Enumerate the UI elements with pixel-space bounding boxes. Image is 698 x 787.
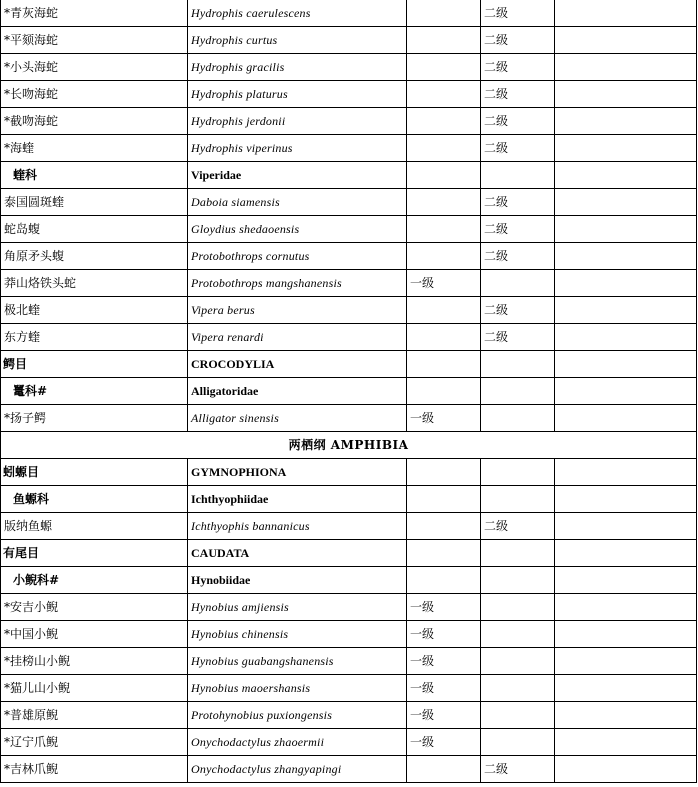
chinese-name: 角原矛头蝮: [1, 243, 188, 270]
class-name: 两栖纲 AMPHIBIA: [1, 432, 697, 459]
species-row: [1, 405, 697, 432]
scientific-name: Protobothrops cornutus: [188, 243, 407, 270]
scientific-name: CROCODYLIA: [188, 351, 407, 378]
note-cell: [555, 459, 697, 486]
note-cell: [555, 297, 697, 324]
level-two-cell: [481, 648, 555, 675]
chinese-name: *青灰海蛇: [1, 0, 188, 27]
species-row: [1, 594, 697, 621]
species-row: [1, 675, 697, 702]
order-row: [1, 540, 697, 567]
level-one-cell: 一级: [407, 702, 481, 729]
note-cell: [555, 351, 697, 378]
level-two-cell: [481, 162, 555, 189]
scientific-name: Hydrophis caerulescens: [188, 0, 407, 27]
scientific-name: Alligator sinensis: [188, 405, 407, 432]
chinese-name: 鼍科#: [1, 378, 188, 405]
note-cell: [555, 27, 697, 54]
level-two-cell: 二级: [481, 513, 555, 540]
level-two-cell: [481, 378, 555, 405]
chinese-name: *猫儿山小鲵: [1, 675, 188, 702]
level-two-cell: 二级: [481, 216, 555, 243]
species-row: [1, 270, 697, 297]
level-one-cell: [407, 81, 481, 108]
family-row: [1, 486, 697, 513]
note-cell: [555, 405, 697, 432]
level-one-cell: [407, 108, 481, 135]
scientific-name: Vipera berus: [188, 297, 407, 324]
level-two-cell: 二级: [481, 756, 555, 783]
scientific-name: Hynobius guabangshanensis: [188, 648, 407, 675]
level-two-cell: [481, 675, 555, 702]
level-one-cell: 一级: [407, 405, 481, 432]
level-one-cell: [407, 756, 481, 783]
chinese-name: 东方蝰: [1, 324, 188, 351]
family-row: [1, 162, 697, 189]
level-one-cell: 一级: [407, 621, 481, 648]
level-one-cell: [407, 351, 481, 378]
chinese-name: *小头海蛇: [1, 54, 188, 81]
scientific-name: Hynobius maoershansis: [188, 675, 407, 702]
scientific-name: Hydrophis curtus: [188, 27, 407, 54]
species-row: [1, 216, 697, 243]
scientific-name: Hydrophis platurus: [188, 81, 407, 108]
note-cell: [555, 0, 697, 27]
scientific-name: Daboia siamensis: [188, 189, 407, 216]
level-one-cell: [407, 162, 481, 189]
level-one-cell: [407, 486, 481, 513]
note-cell: [555, 162, 697, 189]
species-row: [1, 0, 697, 27]
species-row: [1, 27, 697, 54]
scientific-name: Vipera renardi: [188, 324, 407, 351]
level-two-cell: 二级: [481, 0, 555, 27]
note-cell: [555, 243, 697, 270]
scientific-name: Hydrophis gracilis: [188, 54, 407, 81]
level-two-cell: [481, 459, 555, 486]
level-one-cell: [407, 297, 481, 324]
scientific-name: CAUDATA: [188, 540, 407, 567]
level-one-cell: [407, 243, 481, 270]
level-one-cell: 一级: [407, 270, 481, 297]
chinese-name: *截吻海蛇: [1, 108, 188, 135]
note-cell: [555, 135, 697, 162]
species-row: [1, 729, 697, 756]
scientific-name: Hynobiidae: [188, 567, 407, 594]
note-cell: [555, 108, 697, 135]
note-cell: [555, 54, 697, 81]
level-one-cell: 一级: [407, 594, 481, 621]
scientific-name: GYMNOPHIONA: [188, 459, 407, 486]
order-row: [1, 351, 697, 378]
scientific-name: Hydrophis viperinus: [188, 135, 407, 162]
level-one-cell: [407, 27, 481, 54]
level-two-cell: [481, 729, 555, 756]
chinese-name: *平颏海蛇: [1, 27, 188, 54]
level-two-cell: [481, 270, 555, 297]
note-cell: [555, 81, 697, 108]
family-row: [1, 567, 697, 594]
level-one-cell: [407, 135, 481, 162]
level-two-cell: 二级: [481, 189, 555, 216]
species-row: [1, 621, 697, 648]
note-cell: [555, 513, 697, 540]
scientific-name: Hynobius chinensis: [188, 621, 407, 648]
level-two-cell: 二级: [481, 297, 555, 324]
chinese-name: *普雄原鲵: [1, 702, 188, 729]
chinese-name: *海蝰: [1, 135, 188, 162]
note-cell: [555, 675, 697, 702]
chinese-name: *中国小鲵: [1, 621, 188, 648]
note-cell: [555, 378, 697, 405]
table-body: [1, 0, 697, 783]
scientific-name: Onychodactylus zhaoermii: [188, 729, 407, 756]
chinese-name: 鱼螈科: [1, 486, 188, 513]
level-two-cell: [481, 567, 555, 594]
level-two-cell: [481, 621, 555, 648]
level-two-cell: 二级: [481, 108, 555, 135]
chinese-name: *辽宁爪鲵: [1, 729, 188, 756]
order-row: [1, 459, 697, 486]
level-one-cell: [407, 189, 481, 216]
chinese-name: 版纳鱼螈: [1, 513, 188, 540]
level-one-cell: [407, 540, 481, 567]
level-two-cell: 二级: [481, 324, 555, 351]
note-cell: [555, 729, 697, 756]
level-two-cell: 二级: [481, 243, 555, 270]
chinese-name: 小鲵科#: [1, 567, 188, 594]
note-cell: [555, 540, 697, 567]
level-two-cell: [481, 594, 555, 621]
note-cell: [555, 702, 697, 729]
level-one-cell: [407, 54, 481, 81]
scientific-name: Onychodactylus zhangyapingi: [188, 756, 407, 783]
level-one-cell: [407, 0, 481, 27]
note-cell: [555, 486, 697, 513]
level-one-cell: [407, 324, 481, 351]
note-cell: [555, 621, 697, 648]
chinese-name: 泰国圆斑蝰: [1, 189, 188, 216]
species-row: [1, 189, 697, 216]
level-two-cell: [481, 702, 555, 729]
scientific-name: Viperidae: [188, 162, 407, 189]
species-row: [1, 108, 697, 135]
chinese-name: *挂榜山小鲵: [1, 648, 188, 675]
level-one-cell: [407, 378, 481, 405]
species-row: [1, 324, 697, 351]
chinese-name: 鳄目: [1, 351, 188, 378]
note-cell: [555, 270, 697, 297]
family-row: [1, 378, 697, 405]
note-cell: [555, 756, 697, 783]
chinese-name: *扬子鳄: [1, 405, 188, 432]
note-cell: [555, 216, 697, 243]
note-cell: [555, 324, 697, 351]
scientific-name: Hydrophis jerdonii: [188, 108, 407, 135]
level-one-cell: 一级: [407, 729, 481, 756]
note-cell: [555, 189, 697, 216]
chinese-name: 蛇岛蝮: [1, 216, 188, 243]
level-one-cell: [407, 567, 481, 594]
level-one-cell: [407, 216, 481, 243]
level-two-cell: 二级: [481, 81, 555, 108]
scientific-name: Hynobius amjiensis: [188, 594, 407, 621]
chinese-name: 蚓螈目: [1, 459, 188, 486]
level-two-cell: [481, 540, 555, 567]
level-one-cell: [407, 513, 481, 540]
chinese-name: *安吉小鲵: [1, 594, 188, 621]
level-two-cell: [481, 351, 555, 378]
level-two-cell: 二级: [481, 135, 555, 162]
level-two-cell: [481, 486, 555, 513]
level-one-cell: 一级: [407, 675, 481, 702]
species-row: [1, 702, 697, 729]
species-row: [1, 756, 697, 783]
species-row: [1, 243, 697, 270]
level-one-cell: 一级: [407, 648, 481, 675]
species-row: [1, 513, 697, 540]
species-row: [1, 648, 697, 675]
scientific-name: Ichthyophis bannanicus: [188, 513, 407, 540]
level-two-cell: 二级: [481, 27, 555, 54]
scientific-name: Protobothrops mangshanensis: [188, 270, 407, 297]
scientific-name: Protohynobius puxiongensis: [188, 702, 407, 729]
species-row: [1, 297, 697, 324]
level-one-cell: [407, 459, 481, 486]
chinese-name: 极北蝰: [1, 297, 188, 324]
species-row: [1, 135, 697, 162]
chinese-name: 蝰科: [1, 162, 188, 189]
note-cell: [555, 594, 697, 621]
species-row: [1, 81, 697, 108]
scientific-name: Gloydius shedaoensis: [188, 216, 407, 243]
scientific-name: Ichthyophiidae: [188, 486, 407, 513]
level-two-cell: [481, 405, 555, 432]
chinese-name: 莽山烙铁头蛇: [1, 270, 188, 297]
class-header-row: [1, 432, 697, 459]
chinese-name: *长吻海蛇: [1, 81, 188, 108]
note-cell: [555, 567, 697, 594]
level-two-cell: 二级: [481, 54, 555, 81]
note-cell: [555, 648, 697, 675]
chinese-name: *吉林爪鲵: [1, 756, 188, 783]
chinese-name: 有尾目: [1, 540, 188, 567]
species-row: [1, 54, 697, 81]
scientific-name: Alligatoridae: [188, 378, 407, 405]
